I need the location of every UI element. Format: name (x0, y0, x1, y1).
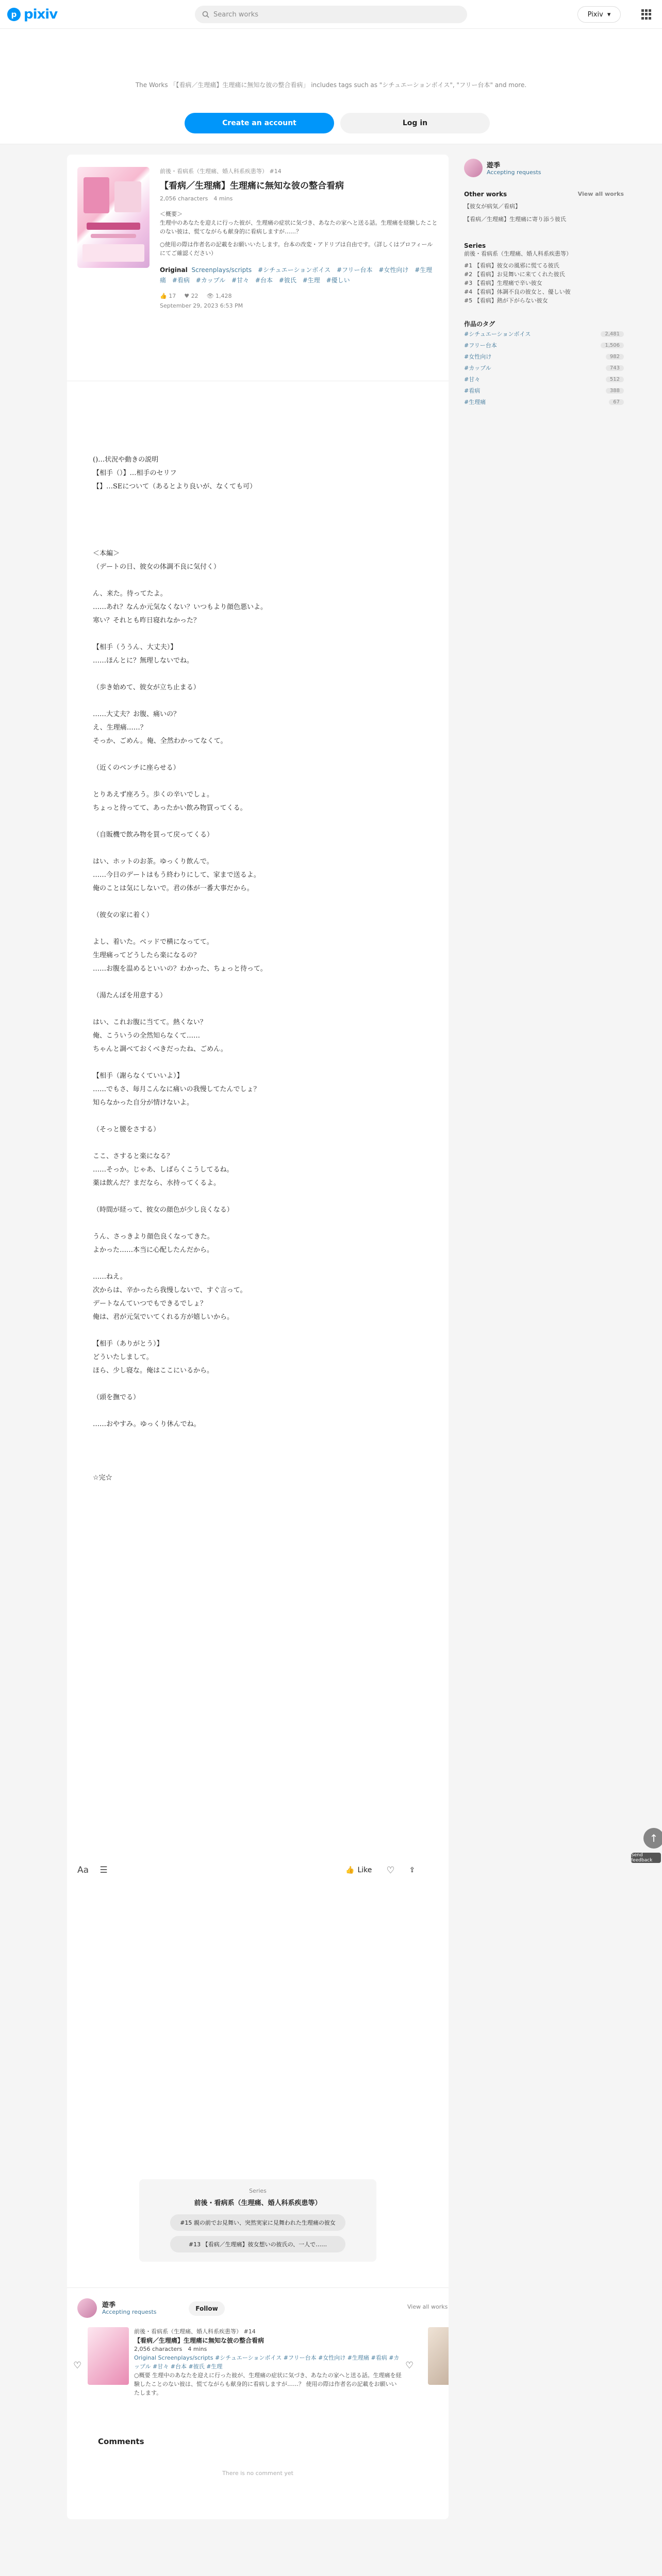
tag[interactable]: #甘々 (231, 277, 250, 284)
work-tags: Original Screenplays/scripts #シチュエーションボイス #フリー台本 #女性向け #生理痛 #看病 #カップル #甘々 #台本 #彼氏 #生理 (134, 2354, 400, 2370)
accepting-requests-badge[interactable]: Accepting requests (487, 169, 541, 176)
author-section (67, 2287, 449, 2416)
tag[interactable]: #シチュエーションボイス (258, 266, 331, 274)
thumbs-up-icon: 👍 (345, 1866, 355, 1874)
work-title: 【看病／生理痛】生理痛に無知な彼の整合看病 (134, 2337, 264, 2344)
app-menu-icon[interactable] (641, 9, 652, 20)
work-caption (160, 210, 438, 258)
tag[interactable]: #看病 (172, 277, 190, 284)
view-all-link[interactable]: View all works (577, 191, 624, 197)
work-thumbnail[interactable] (428, 2327, 449, 2385)
caption-line: ＜概要＞ (160, 211, 183, 217)
scroll-to-top-button[interactable] (643, 1828, 662, 1849)
avatar[interactable] (464, 159, 483, 177)
posted-date: September 29, 2023 6:53 PM (160, 302, 243, 309)
send-feedback-button[interactable]: Send feedback (631, 1853, 661, 1863)
tag[interactable]: #女性向け (378, 266, 409, 274)
work-stats (160, 293, 438, 299)
heart-icon[interactable]: ♡ (386, 1865, 395, 1876)
heart-icon[interactable]: ♡ (405, 2360, 414, 2371)
work-thumbnail[interactable] (88, 2327, 129, 2385)
tag-row[interactable]: #シチュエーションボイス 2,481 (464, 328, 624, 340)
tag-row[interactable]: #生理痛 67 (464, 396, 624, 408)
like-count: 👍 17 (160, 293, 176, 299)
other-work-item[interactable]: 【彼女が病気／看病】 (464, 203, 521, 210)
tag-row[interactable]: #女性向け 982 (464, 351, 624, 362)
tag-row[interactable]: #カップル 743 (464, 362, 624, 374)
series-item[interactable]: #3 【看病】生理痛で辛い彼女 (464, 280, 542, 286)
author-work-card[interactable] (134, 2327, 402, 2397)
bookmark-count-value: 22 (191, 293, 198, 299)
view-all-works-link[interactable]: View all works (407, 2303, 448, 2310)
comments-title: Comments (98, 2437, 144, 2446)
caption-line: 生理中のあなたを迎えに行った彼が、生理痛の症状に気づき、あなたの家へと送る話。生理痛を経験したことのない彼は、慌てながらも献身的に看病しますが……？ (160, 219, 438, 235)
tag[interactable]: #生理 (302, 277, 320, 284)
pixiv-logo-text: pixiv (24, 7, 58, 22)
tag[interactable]: #優しい (326, 277, 350, 284)
series-link[interactable]: 前後・看病系（生理痛、婚人科系疾患等） #14 (160, 168, 282, 175)
series-label: Series (249, 2188, 267, 2194)
series-heading: Series (464, 242, 486, 249)
work-title: 【看病／生理痛】生理痛に無知な彼の整合看病 (160, 181, 344, 191)
avatar[interactable] (77, 2298, 97, 2318)
like-button[interactable] (345, 1865, 415, 1876)
promo-text: The Works 「【看病／生理痛】生理痛に無知な彼の整合看病」 includes tags such as "シチュエーションボイス", "フリー台本" and more. (135, 81, 527, 89)
series-name[interactable]: 前後・看病系（生理痛、婚人科系疾患等） (464, 250, 572, 257)
chevron-down-icon: ▾ (607, 10, 611, 19)
signup-promo (0, 29, 662, 144)
comments-section (67, 2437, 449, 2477)
search-input[interactable] (195, 6, 467, 23)
series-item[interactable]: #1 【看病】彼女の風邪に慌てる彼氏 (464, 262, 559, 269)
previous-episode-button[interactable]: #13 【看病／生理痛】彼女想いの彼氏の、一人で…… (170, 2236, 345, 2252)
original-label: Original (160, 266, 188, 274)
tag-row[interactable]: #甘々 512 (464, 374, 624, 385)
novel-body: ()…状況や動きの説明 【相手（）】…相手のセリフ 【】…SEについて（あるとより良いが、なくても可） ＜本編＞ （デートの日、彼女の体調不良に気付く） ん、来た。待ってたよ。 ……あれ？なんか元気なくない？いつもより顔色悪いよ。 寒い？それとも昨日寝れなかった？ 【相手（ううん、大丈夫）】 ……ほんとに？無理しないでね。 （歩き始めて、彼女が立ち止まる） ……大丈夫？お腹、痛いの？ え、生理痛……？ そっか、ごめん。俺、全然わかってなくて。 （近くのベンチに座らせる） とりあえず座ろう。歩くの辛いでしょ。 ちょっと待ってて、あったかい飲み物買ってくる。 （自販機で飲み物を買って戻ってくる） はい、ホットのお茶。ゆっくり飲んで。 ……今日のデートはもう終わりにして、家まで送るよ。 俺のことは気にしないで。君の体が一番大事だから。 （彼女の家に着く） よし、着いた。ベッドで横になってて。 生理痛ってどうしたら楽になるの？ ……お腹を温めるといいの？わかった、ちょっと待って。 （湯たんぽを用意する） はい、これお腹に当てて。熱くない？ 俺、こういうの全然知らなくて…… ちゃんと調べておくべきだったね、ごめん。 【相手（謝らなくていいよ）】 ……でもさ、毎月こんなに痛いの我慢してたんでしょ？ 知らなかった自分が情けないよ。 （そっと腰をさする） ここ、さすると楽になる？ ……そっか。じゃあ、しばらくこうしてるね。 薬は飲んだ？まだなら、水持ってくるよ。 （時間が経って、彼女の顔色が少し良くなる） うん、さっきより顔色良くなってきた。 よかった……本当に心配したんだから。 ……ねえ。 次からは、辛かったら我慢しないで、すぐ言って。 デートなんていつでもできるでしょ？ 俺は、君が元気でいてくれる方が嬉しいから。 【相手（ありがとう）】 どういたしまして。 ほら、少し寝な。俺はここにいるから。 （頭を撫でる） ……おやすみ。ゆっくり休んでね。 ☆完☆ (93, 456, 268, 1482)
text-settings-icon[interactable]: Aa (77, 1865, 89, 1875)
tag[interactable]: #台本 (255, 277, 273, 284)
no-comments-text: There is no comment yet (222, 2470, 293, 2477)
work-info (160, 167, 438, 309)
tag[interactable]: #カップル (195, 277, 226, 284)
other-works-heading: Other works View all works (464, 191, 624, 198)
language-selector[interactable] (577, 6, 621, 23)
like-count-value: 17 (169, 293, 176, 299)
sidebar (459, 155, 629, 484)
work-series: 前後・看病系（生理痛、婚人科系疾患等） #14 (134, 2328, 256, 2335)
like-label: Like (357, 1866, 372, 1874)
search-placeholder: Search works (213, 10, 259, 19)
create-account-button[interactable]: Create an account (185, 113, 334, 133)
tag-list (160, 265, 438, 285)
work-meta: 2,056 characters 4 mins (160, 195, 233, 202)
caption-line: ○使用の際は作者名の記載をお願いいたします。台本の改変・アドリブは自由です。（詳しくはプロフィールにてご確認ください） (160, 241, 433, 257)
arrow-up-icon: ↑ (649, 1832, 658, 1844)
tags-heading: 作品のタグ (464, 320, 495, 328)
heart-icon[interactable]: ♡ (73, 2360, 82, 2371)
share-icon[interactable]: ⇪ (409, 1866, 416, 1874)
series-item[interactable]: #5 【看病】熱が下がらない彼女 (464, 297, 548, 304)
other-works (464, 191, 624, 224)
work-header (67, 155, 449, 381)
tag[interactable]: #フリー台本 (336, 266, 373, 274)
popular-tags (464, 319, 624, 408)
header-bar (0, 0, 662, 29)
novel-cover-image[interactable] (77, 167, 150, 268)
tag[interactable]: #生理痛 (160, 266, 433, 284)
tag[interactable]: Screenplays/scripts (191, 266, 252, 274)
list-icon[interactable]: ☰ (100, 1865, 108, 1875)
series-list (464, 242, 624, 305)
search-icon (202, 11, 209, 18)
author-name[interactable]: 遊季 (487, 162, 501, 170)
author-name[interactable]: 遊季 (102, 2301, 116, 2309)
series-navigation (139, 2179, 376, 2262)
reader-action-bar (77, 1860, 438, 1880)
bookmark-count: ♥ 22 (184, 293, 198, 299)
language-label: Pixiv (587, 10, 603, 19)
accepting-requests-badge[interactable]: Accepting requests (102, 2309, 157, 2315)
series-name[interactable]: 前後・看病系（生理痛、婚人科系疾患等） (194, 2199, 322, 2207)
work-caption: ○概要 生理中のあなたを迎えに行った彼が、生理痛の症状に気づき、あなたの家へと送る話。生理痛を経験したことのない彼は、慌てながらも献身的に看病しますが……？ 使用の際は作者名の記載をお願いいたします。 (134, 2372, 402, 2396)
tag-row[interactable]: #看病 388 (464, 385, 624, 396)
tag[interactable]: #彼氏 (278, 277, 296, 284)
view-count-value: 1,428 (216, 293, 232, 299)
other-work-item[interactable]: 【看病／生理痛】生理痛に寄り添う彼氏 (464, 216, 566, 223)
work-meta: 2,056 characters 4 mins (134, 2346, 207, 2352)
next-episode-button[interactable]: #15 親の前でお見舞い、突然実家に見舞われた生理痛の彼女 (170, 2214, 345, 2231)
series-item[interactable]: #4 【看病】体調不良の彼女と、優しい彼 (464, 289, 571, 295)
follow-button[interactable]: Follow (189, 2301, 225, 2316)
series-item[interactable]: #2 【看病】お見舞いに来てくれた彼氏 (464, 271, 565, 278)
login-button[interactable]: Log in (340, 113, 490, 133)
view-count: 👁 1,428 (206, 293, 232, 299)
pixiv-logo-icon: p (7, 8, 21, 21)
pixiv-logo[interactable] (7, 4, 57, 25)
tag-row[interactable]: #フリー台本 1,506 (464, 340, 624, 351)
